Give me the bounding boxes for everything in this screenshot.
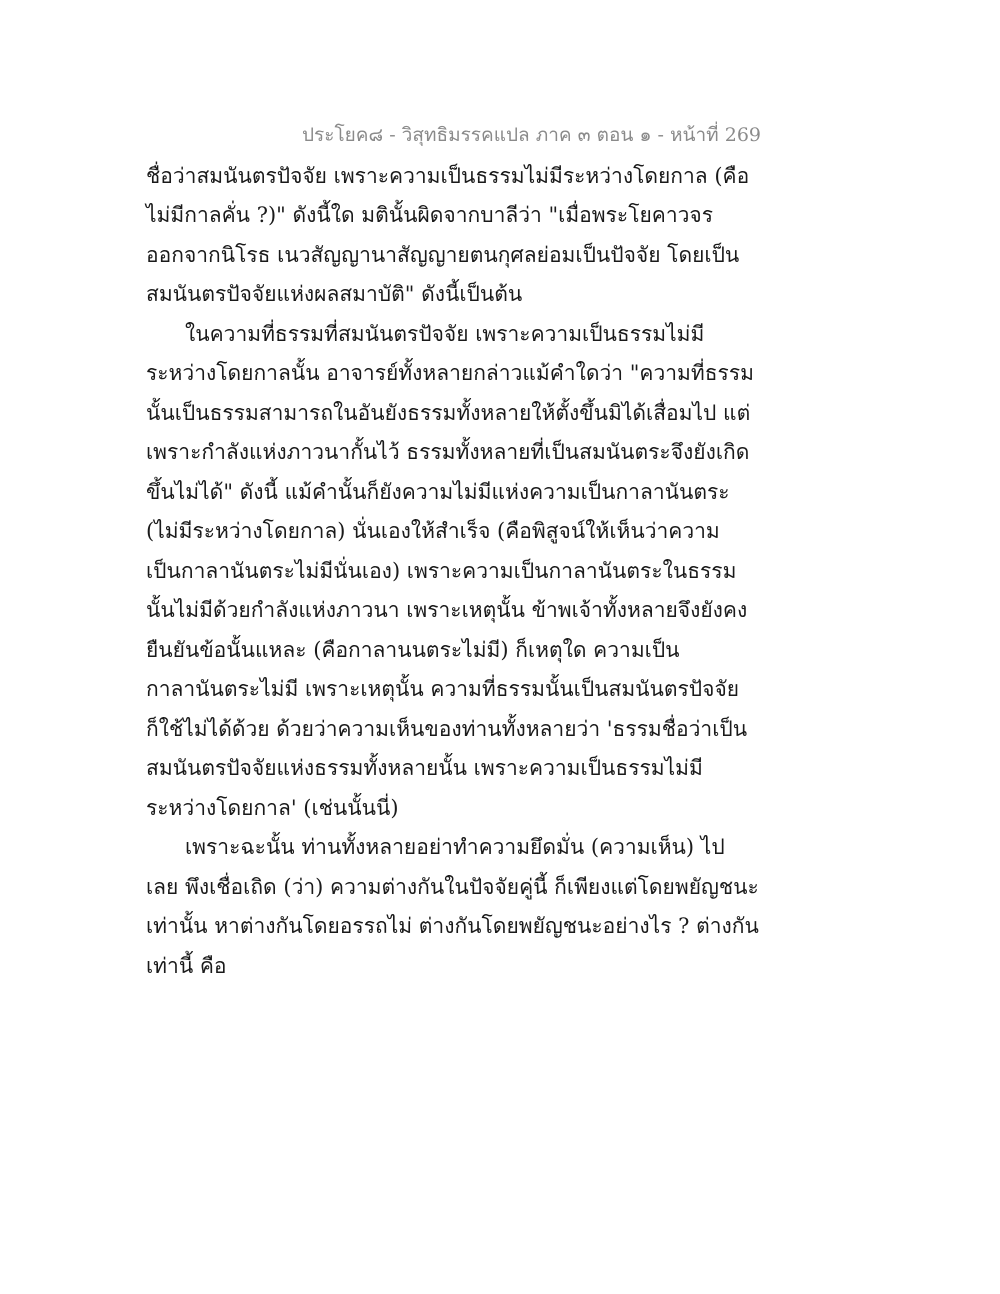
text-line: นั้นไม่มีด้วยกำลังแห่งภาวนา เพราะเหตุนั้น ข้าพเจ้าทั้งหลายจึงยังคง: [146, 598, 748, 622]
text-line: ขึ้นไม่ได้" ดังนี้ แม้คำนั้นก็ยังความไม่มีแห่งความเป็นกาลานันตระ: [146, 480, 730, 504]
running-header: ประโยค๘ - วิสุทธิมรรคแปล ภาค ๓ ตอน ๑ - หน้าที่ 269: [302, 124, 762, 146]
text-line: เพราะกำลังแห่งภาวนากั้นไว้ ธรรมทั้งหลายที่เป็นสมนันตระจึงยังเกิด: [146, 440, 750, 464]
text-line: เลย พึงเชื่อเถิด (ว่า) ความต่างกันในปัจจัยคู่นี้ ก็เพียงแต่โดยพยัญชนะ: [146, 875, 759, 899]
text-line: ชื่อว่าสมนันตรปัจจัย เพราะความเป็นธรรมไม่มีระหว่างโดยกาล (คือ: [146, 164, 750, 188]
text-line: ยืนยันข้อนั้นแหละ (คือกาลานนตระไม่มี) ก็เหตุใด ความเป็น: [146, 638, 680, 662]
text-line: ระหว่างโดยกาลนั้น อาจารย์ทั้งหลายกล่าวแม้คำใดว่า "ความที่ธรรม: [146, 361, 754, 385]
text-line: ระหว่างโดยกาล' (เช่นนั้นนี่): [146, 796, 399, 820]
paragraph-first-line: เพราะฉะนั้น ท่านทั้งหลายอย่าทำความยึดมั่น (ความเห็น) ไป: [185, 835, 725, 859]
text-line: ไม่มีกาลคั่น ?)" ดังนี้ใด มตินั้นผิดจากบาลีว่า "เมื่อพระโยคาวจร: [146, 203, 713, 227]
text-line: (ไม่มีระหว่างโดยกาล) นั่นเองให้สำเร็จ (คือพิสูจน์ให้เห็นว่าความ: [146, 519, 720, 543]
text-line: ออกจากนิโรธ เนวสัญญานาสัญญายตนกุศลย่อมเป็นปัจจัย โดยเป็น: [146, 243, 740, 267]
text-line: เท่านั้น หาต่างกันโดยอรรถไม่ ต่างกันโดยพยัญชนะอย่างไร ? ต่างกัน: [146, 914, 759, 938]
text-line: กาลานันตระไม่มี เพราะเหตุนั้น ความที่ธรรมนั้นเป็นสมนันตรปัจจัย: [146, 677, 740, 701]
text-line: นั้นเป็นธรรมสามารถในอันยังธรรมทั้งหลายให้ตั้งขึ้นมิได้เสื่อมไป แต่: [146, 401, 751, 425]
text-line: เป็นกาลานันตระไม่มีนั่นเอง) เพราะความเป็นกาลานันตระในธรรม: [146, 559, 737, 583]
text-line: สมนันตรปัจจัยแห่งผลสมาบัติ" ดังนี้เป็นต้น: [146, 282, 523, 306]
text-line: ก็ใช้ไม่ได้ด้วย ด้วยว่าความเห็นของท่านทั้งหลายว่า 'ธรรมชื่อว่าเป็น: [146, 717, 748, 741]
text-line: เท่านี้ คือ: [146, 954, 227, 978]
paragraph-first-line: ในความที่ธรรมที่สมนันตรปัจจัย เพราะความเป็นธรรมไม่มี: [185, 322, 705, 346]
text-line: สมนันตรปัจจัยแห่งธรรมทั้งหลายนั้น เพราะความเป็นธรรมไม่มี: [146, 756, 703, 780]
